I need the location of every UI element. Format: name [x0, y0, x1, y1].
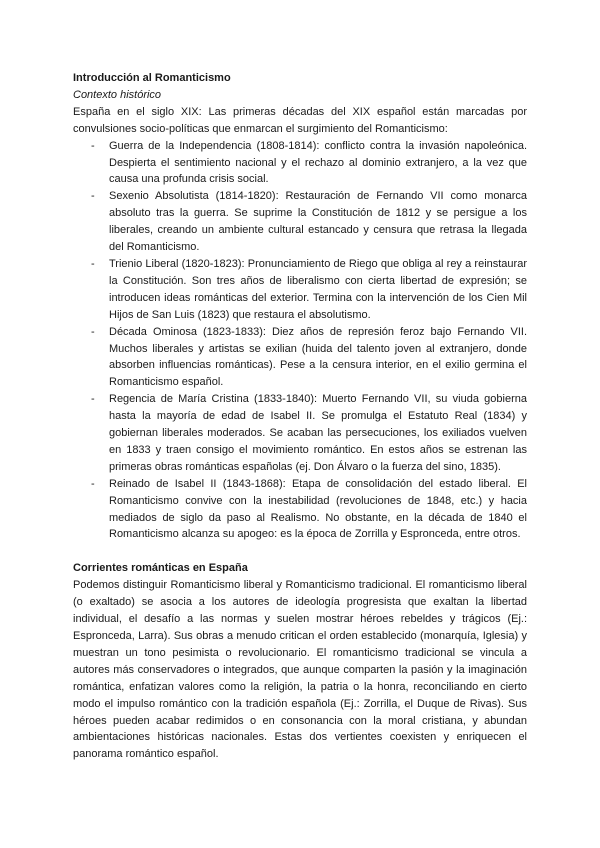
list-item: [91, 324, 527, 392]
historical-periods-list: [73, 138, 527, 544]
list-bullet: -: [91, 190, 95, 203]
intro-lead-paragraph: España en el siglo XIX: Las primeras décadas del XIX español están marcadas por convulsiones socio-políticas que enmarcan el surgimiento del Romanticismo:: [73, 105, 527, 135]
list-bullet: -: [91, 257, 95, 270]
list-item-text: Década Ominosa (1823-1833): Diez años de represión feroz bajo Fernando VII. Muchos liberales y artistas se exilian (huida del talento joven al extranjero, donde absorben influencias románticas). Pese a la censura interior, en el exilio germina el Romanticismo español.: [109, 325, 527, 389]
intro-section: [73, 70, 527, 543]
list-item-text: Sexenio Absolutista (1814-1820): Restauración de Fernando VII como monarca absoluto tras la guerra. Se suprime la Constitución de 1812 y se persigue a los liberales, creando un ambiente cultural estancado y censura que retrasa la llegada del Romanticismo.: [109, 190, 527, 254]
list-item-text: Regencia de María Cristina (1833-1840): Muerto Fernando VII, su viuda gobierna hasta la mayoría de edad de Isabel II. Se promulga el Estatuto Real (1834) y gobiernan liberales moderados. Se acaban las persecuciones, los exiliados vuelven en 1833 y traen consigo el movimiento romántico. En estos años se estrenan las primeras obras románticas españolas (ej. Don Álvaro o la fuerza del sino, 1835).: [109, 393, 527, 473]
currents-section: [73, 560, 527, 763]
currents-title: Corrientes románticas en España: [73, 562, 248, 575]
list-item-text: Reinado de Isabel II (1843-1868): Etapa de consolidación del estado liberal. El Romanticismo convive con la inestabilidad (revoluciones de 1848, etc.) y hacia mediados de siglo da paso al Realismo. No obstante, en la década de 1840 el Romanticismo alcanza su apogeo: es la época de Zorrilla y Espronceda, entre otros.: [109, 477, 527, 541]
section-spacer: [73, 543, 527, 560]
list-item: [91, 391, 527, 476]
list-item: [91, 188, 527, 256]
list-bullet: -: [91, 325, 95, 338]
intro-subtitle: Contexto histórico: [73, 88, 162, 101]
intro-title: Introducción al Romanticismo: [73, 72, 231, 84]
list-item: [91, 476, 527, 544]
document-page: [73, 70, 527, 763]
list-bullet: -: [91, 393, 95, 406]
list-item: [91, 138, 527, 189]
list-bullet: -: [91, 477, 95, 490]
list-bullet: -: [91, 139, 95, 152]
list-item: [91, 256, 527, 324]
list-item-text: Trienio Liberal (1820-1823): Pronunciamiento de Riego que obliga al rey a reinstaurar la Constitución. Son tres años de liberalismo con cierta libertad de expresión; se introducen ideas románticas del exterior. Termina con la intervención de los Cien Mil Hijos de San Luis (1823) que restaura el absolutismo.: [109, 257, 527, 321]
list-item-text: Guerra de la Independencia (1808-1814): conflicto contra la invasión napoleónica. Despierta el sentimiento nacional y el rechazo al dominio extranjero, a la vez que causa una profunda crisis social.: [109, 139, 527, 186]
currents-body-paragraph: Podemos distinguir Romanticismo liberal y Romanticismo tradicional. El romanticismo liberal (o exaltado) se asocia a los autores de ideología progresista que exaltan la libertad individual, el desafío a las normas y suelen mostrar héroes rebeldes y trágicos (Ej.: Espronceda, Larra). Sus obras a menudo critican el orden establecido (monarquía, Iglesia) y muestran un tono pesimista o revolucionario. El romanticismo tradicional se vincula a autores más conservadores o integrados, que aunque comparten la pasión y la imaginación romántica, enfatizan valores como la religión, la patria o la honra, reconciliando en cierto modo el impulso romántico con la tradición española (Ej.: Zorrilla, el Duque de Rivas). Sus héroes pueden acabar redimidos o en consonancia con la moral cristiana, y abundan ambientaciones históricas nacionales. Estas dos vertientes coexisten y enriquecen el panorama romántico español.: [73, 579, 527, 761]
